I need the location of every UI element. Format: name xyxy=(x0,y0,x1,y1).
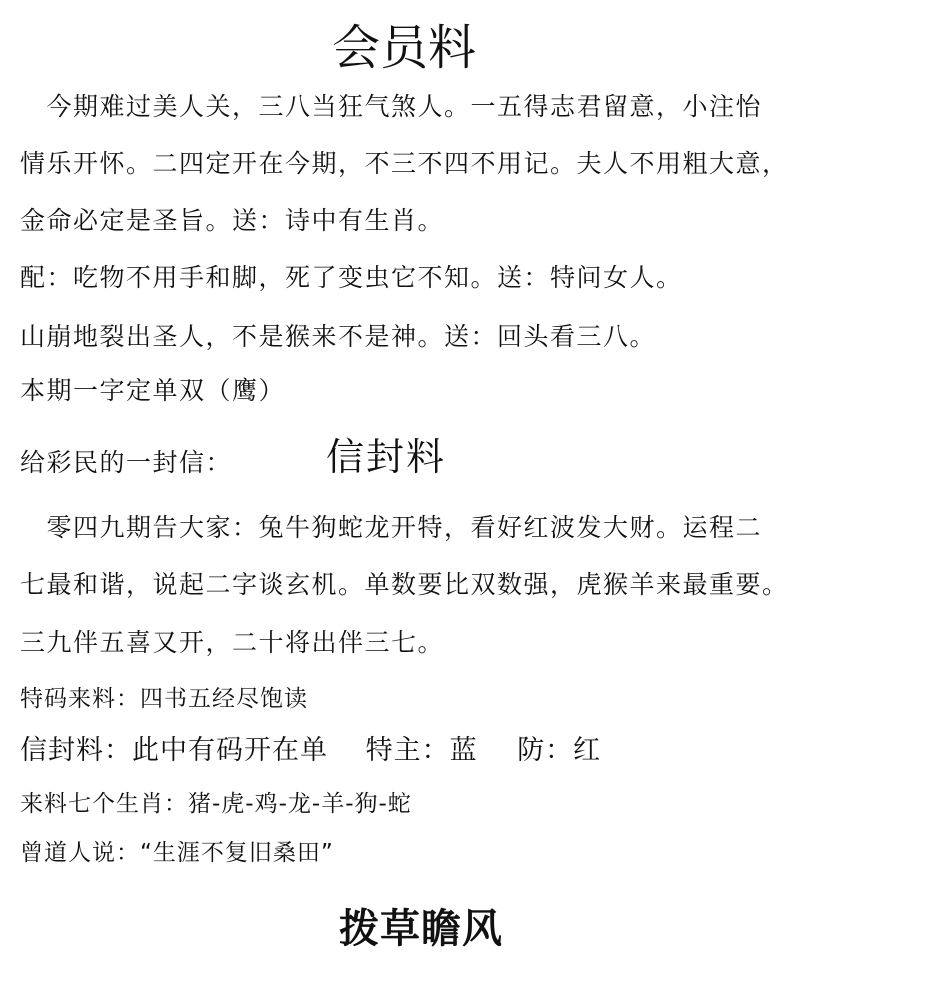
poem-1-line-3: 金命必定是圣旨。送：诗中有生肖。 xyxy=(20,206,445,235)
page-title: 会员料 xyxy=(332,20,477,76)
quote-line: 曾道人说：“生涯不复旧桑田” xyxy=(20,840,334,866)
poem-2-line-1: 零四九期告大家：兔牛狗蛇龙开特，看好红波发大财。运程二 xyxy=(20,513,763,542)
envelope-row xyxy=(20,737,601,764)
letter-label: 给彩民的一封信： xyxy=(20,448,233,477)
poem-1-line-2: 情乐开怀。二四定开在今期，不三不四不用记。夫人不用粗大意， xyxy=(20,149,789,178)
special-main-label: 特主：蓝 xyxy=(365,735,478,766)
poem-1-line-1: 今期难过美人关，三八当狂气煞人。一五得志君留意，小注怡 xyxy=(20,92,763,121)
special-line: 特码来料：四书五经尽饱读 xyxy=(20,686,308,712)
riddle-line: 山崩地裂出圣人，不是猴来不是神。送：回头看三八。 xyxy=(20,322,657,351)
envelope-label: 信封料：此中有码开在单 xyxy=(20,735,328,766)
poem-2-line-2: 七最和谐，说起二字谈玄机。单数要比双数强，虎猴羊来最重要。 xyxy=(20,570,789,599)
poem-2-line-3: 三九伴五喜又开，二十将出伴三七。 xyxy=(20,628,445,657)
single-double-line: 本期一字定单双（鹰） xyxy=(20,376,286,405)
footer-text: 拨草瞻风 xyxy=(339,906,503,952)
letter-handwritten: 信封料 xyxy=(326,435,447,479)
match-line: 配：吃物不用手和脚，死了变虫它不知。送：特问女人。 xyxy=(20,263,683,292)
defense-label: 防：红 xyxy=(517,735,602,766)
zodiac-line: 来料七个生肖：猪-虎-鸡-龙-羊-狗-蛇 xyxy=(20,791,412,817)
